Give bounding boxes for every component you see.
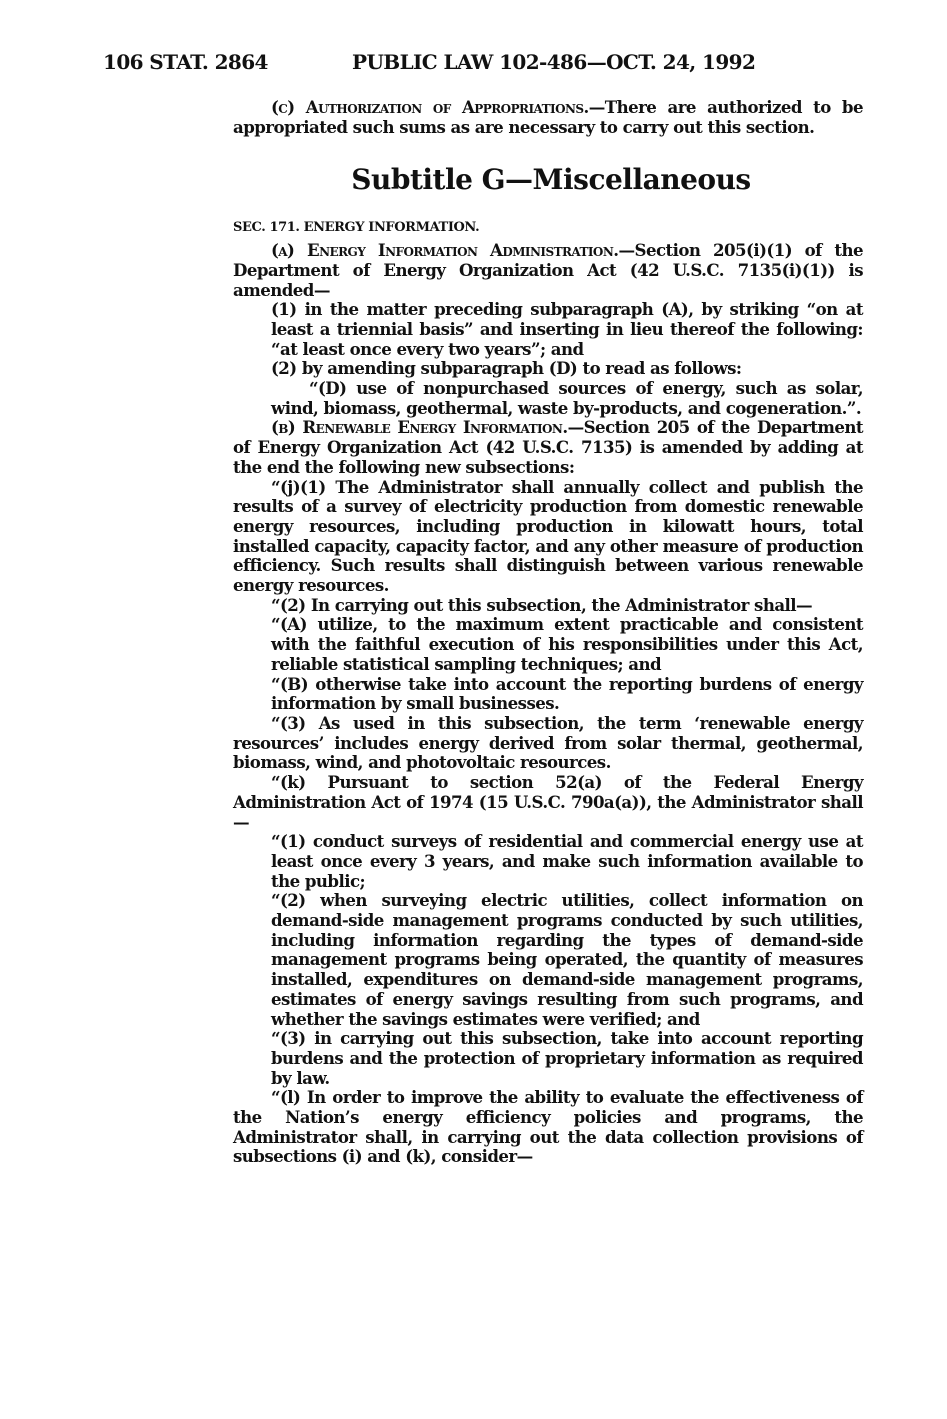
paragraph-l: “(l) In order to improve the ability to evaluate the effectiveness of the Nation’s energy efficiency policies and programs, the Administrator shall, in carrying out the data collection provisions of subsections (i) and (k), consider— (233, 1087, 863, 1167)
paragraph-a2-d: “(D) use of nonpurchased sources of energy, such as solar, wind, biomass, geothermal, waste by-products, and cogeneration.”. (271, 378, 863, 418)
paragraph-b-heading: (b) Renewable Energy Information. (271, 417, 568, 438)
paragraph-k2: “(2) when surveying electric utilities, collect information on demand-side management programs conducted by such utilities, including information regarding the types of demand-side management programs being operated, the quantity of measures installed, expenditures on demand-side management programs, estimates of energy savings resulting from such programs, and whether the savings estimates were verified; and (271, 890, 863, 1029)
paragraph-k3: “(3) in carrying out this subsection, take into account reporting burdens and the protection of proprietary information as required by law. (271, 1028, 863, 1088)
document-body (233, 98, 863, 1167)
paragraph-k: “(k) Pursuant to section 52(a) of the Federal Energy Administration Act of 1974 (15 U.S.C. 790a(a)), the Administrator shall— (233, 772, 863, 832)
paragraph-c-text: —There are authorized to be appropriated such sums as are necessary to carry out this section. (233, 97, 863, 137)
paragraph-a2: (2) by amending subparagraph (D) to read as follows: (271, 358, 742, 379)
running-head (103, 50, 863, 74)
paragraph-b-text: —Section 205 of the Department of Energy Organization Act (42 U.S.C. 7135) is amended by adding at the end the following new subsections: (233, 417, 863, 477)
subtitle-heading: Subtitle G—Miscellaneous (351, 163, 751, 197)
stat-page-number: 106 STAT. 2864 (103, 50, 268, 74)
paragraph-a1: (1) in the matter preceding subparagraph (A), by striking “on at least a triennial basis” and inserting in lieu thereof the following: “at least once every two years”; and (271, 299, 863, 359)
paragraph-j2: “(2) In carrying out this subsection, the Administrator shall— (271, 594, 813, 615)
paragraph-a (233, 241, 863, 300)
paragraph-c-heading: (c) Authorization of Appropriations. (271, 97, 589, 117)
paragraph-a-heading: (a) Energy Information Administration. (271, 240, 619, 261)
paragraph-k1: “(1) conduct surveys of residential and commercial energy use at least once every 3 years, and make such information available to the public; (271, 831, 863, 891)
paragraph-j3: “(3) As used in this subsection, the term ‘renewable energy resources’ includes energy derived from solar thermal, geothermal, biomass, wind, and photovoltaic resources. (233, 712, 863, 773)
paragraph-j2a: “(A) utilize, to the maximum extent practicable and consistent with the faithful execution of his responsibilities under this Act, reliable statistical sampling techniques; and (271, 614, 863, 674)
section-heading: SEC. 171. ENERGY INFORMATION. (233, 220, 480, 236)
paragraph-c (233, 98, 863, 137)
paragraph-j1: “(j)(1) The Administrator shall annually collect and publish the results of a survey of electricity production from domestic renewable energy resources, including production in kilowatt hours, total installed capacity, capacity factor, and any other measure of production efficiency. Such results shall distinguish between various renewable energy resources. (233, 476, 863, 596)
paragraph-b (233, 418, 863, 477)
public-law-title: PUBLIC LAW 102-486—OCT. 24, 1992 (352, 50, 756, 74)
paragraph-j2b: “(B) otherwise take into account the reporting burdens of energy information by small businesses. (271, 673, 863, 714)
paragraph-a-text: —Section 205(i)(1) of the Department of Energy Organization Act (42 U.S.C. 7135(i)(1)) is amended— (233, 240, 863, 300)
